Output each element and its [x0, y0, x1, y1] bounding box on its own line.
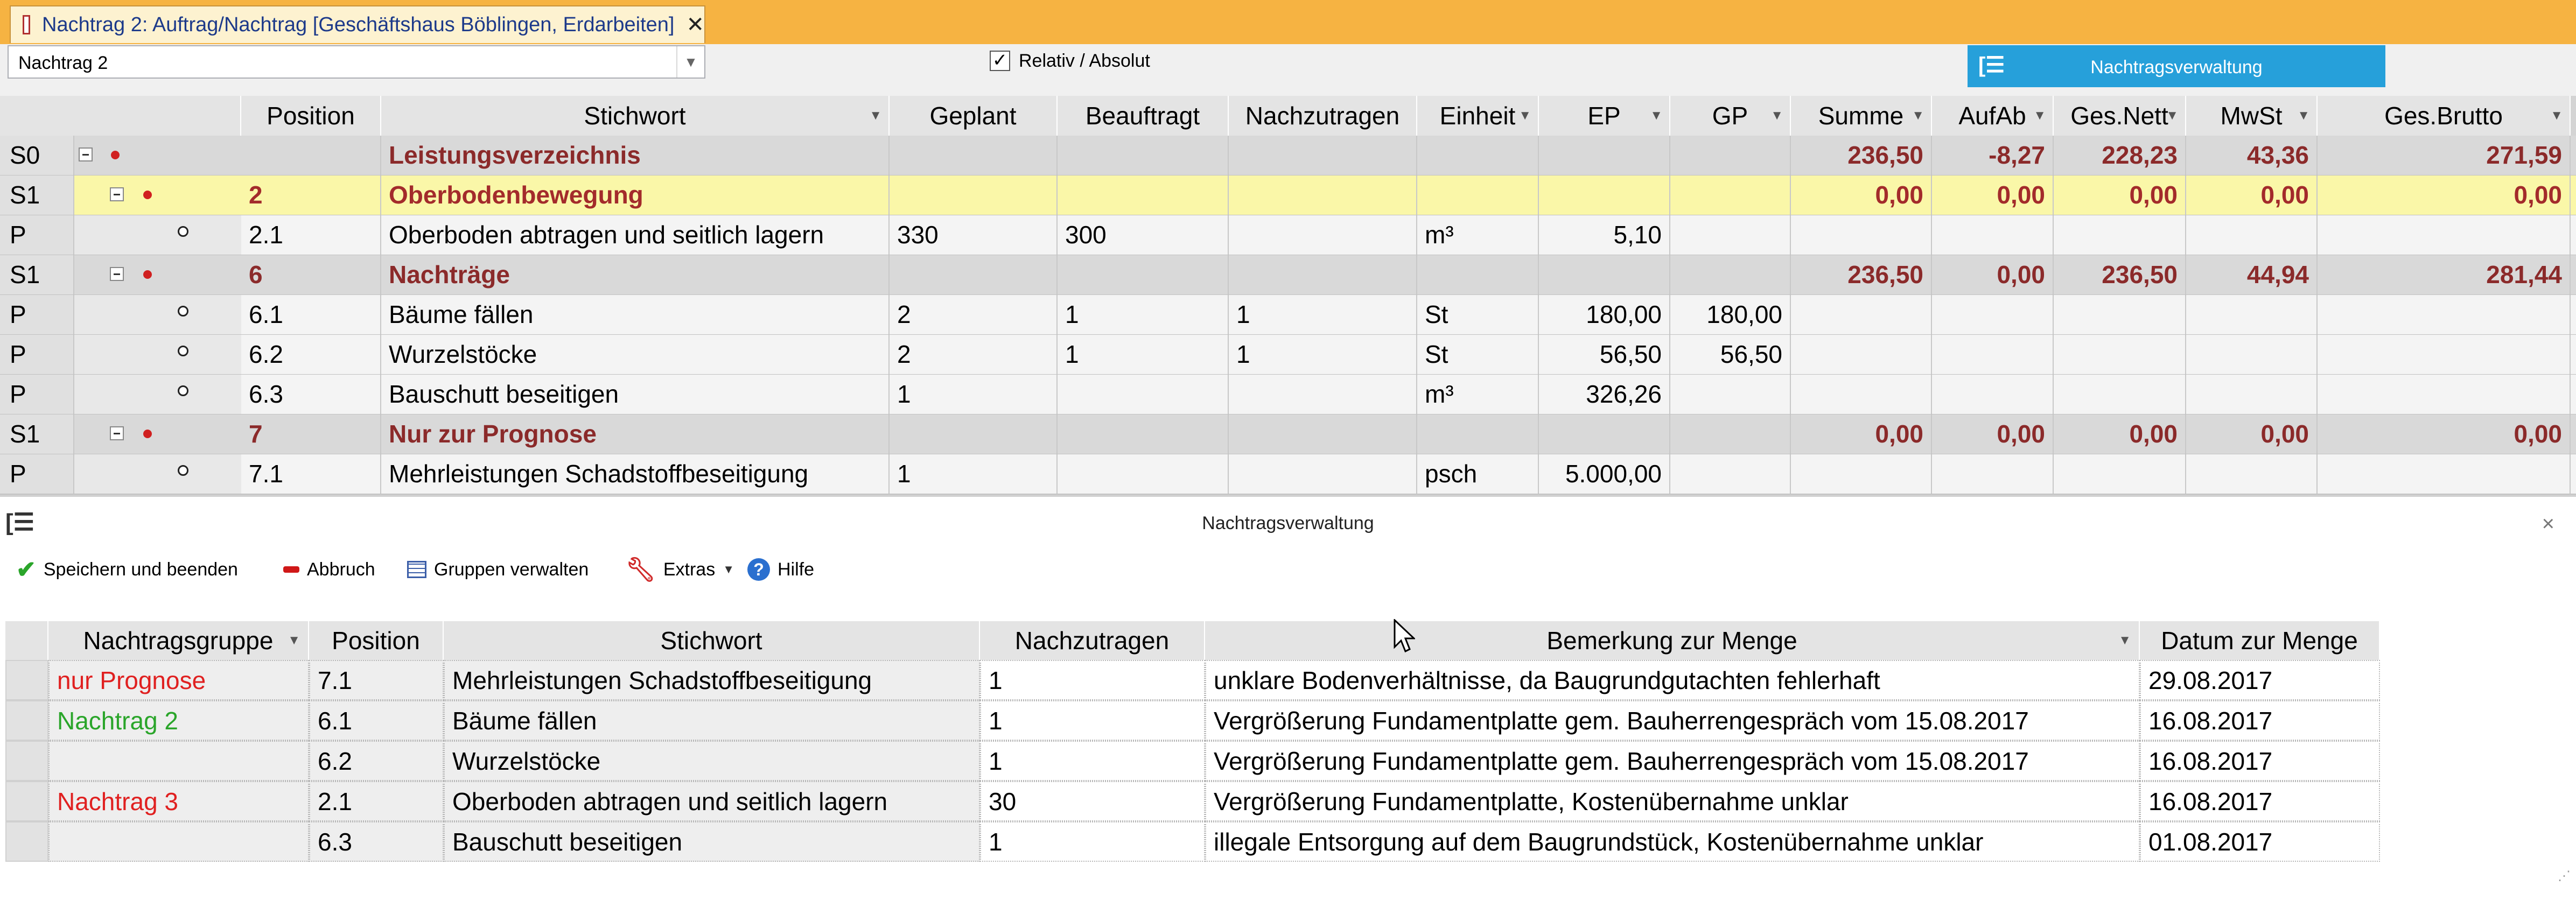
cell-beauftragt [1058, 175, 1229, 215]
cell-nachzutragen[interactable] [1229, 454, 1417, 494]
title-bar [0, 0, 2576, 44]
cell-aufab: 0,00 [1932, 255, 2054, 294]
cell-gp [1670, 375, 1791, 414]
nachtrag-row[interactable] [5, 700, 2380, 741]
column-header-mwst[interactable]: MwSt ▼ [2186, 96, 2318, 136]
item-circle-icon [178, 465, 188, 476]
column-header-geplant[interactable]: Geplant [890, 96, 1058, 136]
cell-einheit [1417, 136, 1539, 175]
cell-aufab [1932, 295, 2054, 334]
cell-aufab: 0,00 [1932, 414, 2054, 454]
row-level-indicator: S1 [0, 414, 74, 454]
cell-stichwort[interactable]: Wurzelstöcke [381, 335, 890, 374]
cell-position: 2 [241, 175, 381, 215]
column-header-ep[interactable]: EP ▼ [1539, 96, 1670, 136]
cell-stichwort[interactable]: Bäume fällen [381, 295, 890, 334]
cell-einheit: St [1417, 295, 1539, 334]
grid-row[interactable] [0, 175, 2576, 216]
cell-bemerkung[interactable]: Vergrößerung Fundamentplatte, Kostenübernahme unklar [1205, 781, 2140, 821]
cell-ep: 5.000,00 [1539, 454, 1670, 494]
tree-list-icon: [☰ [1978, 53, 2005, 77]
cell-summe: 236,50 [1791, 255, 1932, 294]
save-and-exit-button[interactable] [16, 556, 238, 583]
panel-title: Nachtragsverwaltung [1202, 513, 1374, 533]
row-indicator[interactable] [5, 781, 48, 821]
cell-geplant: 2 [890, 295, 1058, 334]
extras-menu-button[interactable] [626, 556, 734, 583]
row-level-indicator: S1 [0, 255, 74, 294]
row-indicator[interactable] [5, 741, 48, 781]
sort-arrow-icon[interactable]: ▼ [1650, 108, 1663, 123]
cell-mwst: 0,00 [2186, 175, 2318, 215]
cancel-label: Abbruch [307, 559, 375, 580]
sort-arrow-icon[interactable]: ▼ [869, 108, 882, 123]
nachtrag-row[interactable] [5, 781, 2380, 821]
cell-nachzutragen[interactable]: 1 [980, 700, 1205, 741]
cell-position: 7 [241, 414, 381, 454]
cell-einheit: psch [1417, 454, 1539, 494]
cell-ges-nett: 0,00 [2054, 414, 2186, 454]
row-indicator[interactable] [5, 700, 48, 741]
cell-aufab: 0,00 [1932, 175, 2054, 215]
cell-nachzutragen[interactable] [1229, 215, 1417, 255]
cell-position: 6.2 [241, 335, 381, 374]
grid-row[interactable] [0, 335, 2576, 375]
help-label: Hilfe [778, 559, 815, 580]
status-dot-icon [143, 191, 152, 199]
cell-ges-nett [2054, 335, 2186, 374]
sort-arrow-icon[interactable]: ▼ [2297, 108, 2310, 123]
cell-bemerkung[interactable]: Vergrößerung Fundamentplatte gem. Bauherrengespräch vom 15.08.2017 [1205, 700, 2140, 741]
column-header-position[interactable]: Position [309, 621, 444, 660]
grid-row[interactable] [0, 136, 2576, 176]
column-header-datum[interactable]: Datum zur Menge [2140, 621, 2380, 660]
nachtrag-row[interactable] [5, 821, 2380, 862]
row-level-indicator: S0 [0, 136, 74, 175]
cell-einheit [1417, 414, 1539, 454]
column-header-ges-nett[interactable]: Ges.Nett ▼ [2054, 96, 2186, 136]
sort-arrow-icon[interactable]: ▼ [288, 633, 300, 648]
cell-mwst: 44,94 [2186, 255, 2318, 294]
item-circle-icon [178, 226, 188, 237]
cell-position: 6.1 [309, 700, 444, 741]
cell-mwst [2186, 215, 2318, 255]
cell-ep: 5,10 [1539, 215, 1670, 255]
cell-stichwort[interactable]: Leistungsverzeichnis [381, 136, 890, 175]
nachtrag-row[interactable] [5, 660, 2380, 700]
grid-row[interactable] [0, 215, 2576, 256]
cell-gp [1670, 136, 1791, 175]
status-dot-icon [111, 151, 120, 159]
cell-ges-brutto [2318, 335, 2571, 374]
cell-nachzutragen[interactable] [1229, 175, 1417, 215]
cell-ep [1539, 136, 1670, 175]
cell-position: 7.1 [241, 454, 381, 494]
collapse-icon[interactable] [110, 187, 124, 201]
cell-ges-brutto [2318, 375, 2571, 414]
cell-aufab [1932, 375, 2054, 414]
cell-einheit: St [1417, 335, 1539, 374]
cell-ep [1539, 255, 1670, 294]
cell-aufab [1932, 454, 2054, 494]
cell-position: 6 [241, 255, 381, 294]
row-level-indicator: P [0, 335, 74, 374]
cell-gp [1670, 175, 1791, 215]
cell-beauftragt [1058, 375, 1229, 414]
help-icon: ? [747, 558, 770, 581]
cell-einheit [1417, 255, 1539, 294]
collapse-icon[interactable] [110, 267, 124, 281]
cell-geplant [890, 136, 1058, 175]
cell-beauftragt [1058, 255, 1229, 294]
cell-geplant: 1 [890, 375, 1058, 414]
cell-geplant [890, 175, 1058, 215]
help-button[interactable] [747, 556, 814, 583]
cell-ges-nett: 236,50 [2054, 255, 2186, 294]
column-header-stichwort[interactable]: Stichwort ▼ [381, 96, 890, 136]
cell-ges-brutto [2318, 454, 2571, 494]
column-header-nachzutragen[interactable]: Nachzutragen [1229, 96, 1417, 136]
collapse-icon[interactable] [79, 147, 93, 161]
row-indicator[interactable] [5, 660, 48, 700]
cell-stichwort[interactable]: Bauschutt beseitigen [381, 375, 890, 414]
cell-position: 6.2 [309, 741, 444, 781]
cell-summe [1791, 215, 1932, 255]
cell-ep: 180,00 [1539, 295, 1670, 334]
cell-beauftragt: 300 [1058, 215, 1229, 255]
cell-mwst [2186, 375, 2318, 414]
row-level-indicator: P [0, 375, 74, 414]
cell-geplant [890, 255, 1058, 294]
cell-gp [1670, 414, 1791, 454]
column-header-summe[interactable]: Summe ▼ [1791, 96, 1932, 136]
grid-row[interactable] [0, 255, 2576, 296]
grid-row[interactable] [0, 295, 2576, 335]
row-level-indicator: P [0, 295, 74, 334]
cell-gp [1670, 454, 1791, 494]
cell-datum[interactable]: 16.08.2017 [2140, 781, 2380, 821]
nachtrag-select-value: Nachtrag 2 [18, 53, 108, 73]
cell-summe [1791, 454, 1932, 494]
cancel-icon [283, 566, 299, 573]
cell-beauftragt [1058, 136, 1229, 175]
wrench-icon: 🔧︎ [626, 557, 656, 583]
cell-stichwort[interactable]: Mehrleistungen Schadstoffbeseitigung [381, 454, 890, 494]
cell-position: 2.1 [309, 781, 444, 821]
cell-stichwort[interactable]: Oberboden abtragen und seitlich lagern [381, 215, 890, 255]
sort-arrow-icon[interactable]: ▼ [2550, 108, 2563, 123]
document-icon [23, 15, 30, 34]
sort-arrow-icon[interactable]: ▼ [2033, 108, 2046, 123]
item-circle-icon [178, 306, 188, 317]
cell-mwst [2186, 295, 2318, 334]
relativ-absolut-checkbox[interactable]: ✓ [990, 51, 1010, 71]
column-header-ges-brutto[interactable]: Ges.Brutto ▼ [2318, 96, 2571, 136]
cell-ges-brutto: 0,00 [2318, 175, 2571, 215]
manage-groups-label: Gruppen verwalten [434, 559, 589, 580]
grid-row[interactable] [0, 375, 2576, 415]
table-icon [407, 561, 426, 578]
grid-header-corner [0, 96, 241, 136]
column-header-position[interactable]: Position [241, 96, 381, 136]
nachtragsverwaltung-button-label: Nachtragsverwaltung [2090, 57, 2263, 78]
cell-ges-nett [2054, 454, 2186, 494]
save-and-exit-label: Speichern und beenden [43, 559, 238, 580]
cell-position [241, 136, 381, 175]
check-icon: ✔ [16, 556, 36, 583]
column-header-einheit[interactable]: Einheit ▼ [1417, 96, 1539, 136]
cell-ges-nett [2054, 215, 2186, 255]
cell-nachzutragen[interactable]: 30 [980, 781, 1205, 821]
cell-nachtragsgruppe: Nachtrag 3 [48, 781, 309, 821]
relativ-absolut-label: Relativ / Absolut [1019, 51, 1150, 71]
cell-nachzutragen[interactable]: 1 [980, 660, 1205, 700]
row-level-indicator: P [0, 454, 74, 494]
grid-row[interactable] [0, 454, 2576, 495]
nachtrag-select[interactable] [8, 45, 705, 79]
cell-ep: 326,26 [1539, 375, 1670, 414]
chevron-down-icon[interactable]: ▼ [676, 46, 704, 78]
cell-bemerkung[interactable]: Vergrößerung Fundamentplatte gem. Bauherrengespräch vom 15.08.2017 [1205, 741, 2140, 781]
cell-beauftragt: 1 [1058, 295, 1229, 334]
cell-stichwort[interactable]: Oberbodenbewegung [381, 175, 890, 215]
cell-datum[interactable]: 16.08.2017 [2140, 741, 2380, 781]
cell-einheit [1417, 175, 1539, 215]
cell-nachtragsgruppe [48, 821, 309, 862]
cell-nachzutragen[interactable]: 1 [980, 741, 1205, 781]
cell-mwst [2186, 335, 2318, 374]
item-circle-icon [178, 346, 188, 356]
cell-beauftragt [1058, 454, 1229, 494]
sort-arrow-icon[interactable]: ▼ [2118, 633, 2131, 648]
cell-einheit: m³ [1417, 375, 1539, 414]
cell-nachzutragen[interactable]: 1 [980, 821, 1205, 862]
cell-geplant [890, 414, 1058, 454]
panel-close-icon[interactable]: × [2542, 512, 2554, 536]
cell-stichwort: Mehrleistungen Schadstoffbeseitigung [444, 660, 980, 700]
cell-ep: 56,50 [1539, 335, 1670, 374]
nachtragsverwaltung-button[interactable] [1968, 45, 2385, 87]
cell-ges-brutto: 271,59 [2318, 136, 2571, 175]
cell-nachtragsgruppe: nur Prognose [48, 660, 309, 700]
sort-arrow-icon[interactable]: ▼ [1912, 108, 1924, 123]
cell-ges-nett: 228,23 [2054, 136, 2186, 175]
collapse-icon[interactable] [110, 426, 124, 440]
cell-summe [1791, 295, 1932, 334]
cell-nachzutragen[interactable] [1229, 255, 1417, 294]
cell-nachzutragen[interactable] [1229, 414, 1417, 454]
cell-summe: 0,00 [1791, 414, 1932, 454]
manage-groups-button[interactable] [407, 556, 589, 583]
cell-gp [1670, 255, 1791, 294]
resize-grip-icon[interactable]: ⋰ [2558, 869, 2571, 883]
column-header-gp[interactable]: GP ▼ [1670, 96, 1791, 136]
cell-gp: 180,00 [1670, 295, 1791, 334]
cell-stichwort: Bäume fällen [444, 700, 980, 741]
cell-geplant: 2 [890, 335, 1058, 374]
nachtrag-row[interactable] [5, 741, 2380, 781]
document-tab[interactable] [10, 5, 705, 43]
column-header-nachzutragen[interactable]: Nachzutragen [980, 621, 1205, 660]
cell-summe [1791, 335, 1932, 374]
cell-bemerkung[interactable]: illegale Entsorgung auf dem Baugrundstück, Kostenübernahme unklar [1205, 821, 2140, 862]
column-header-bemerkung[interactable]: Bemerkung zur Menge ▼ [1205, 621, 2140, 660]
positions-grid [0, 96, 2576, 495]
tree-list-icon: [☰ [5, 509, 35, 536]
cell-gp [1670, 215, 1791, 255]
cell-mwst [2186, 454, 2318, 494]
cell-summe: 0,00 [1791, 175, 1932, 215]
cell-position: 2.1 [241, 215, 381, 255]
cell-nachzutragen[interactable] [1229, 136, 1417, 175]
cell-position: 6.3 [309, 821, 444, 862]
cell-position: 7.1 [309, 660, 444, 700]
cell-nachtragsgruppe: Nachtrag 2 [48, 700, 309, 741]
item-circle-icon [178, 385, 188, 396]
grid-header-indicator [5, 621, 48, 660]
cell-nachzutragen[interactable]: 1 [1229, 335, 1417, 374]
cell-ep [1539, 175, 1670, 215]
row-level-indicator: S1 [0, 175, 74, 215]
cell-einheit: m³ [1417, 215, 1539, 255]
status-dot-icon [143, 270, 152, 279]
cell-mwst: 0,00 [2186, 414, 2318, 454]
caret-down-icon: ▼ [723, 562, 734, 576]
cell-ep [1539, 414, 1670, 454]
cell-datum[interactable]: 01.08.2017 [2140, 821, 2380, 862]
cell-aufab [1932, 335, 2054, 374]
cell-stichwort: Wurzelstöcke [444, 741, 980, 781]
cell-summe [1791, 375, 1932, 414]
cell-ges-nett [2054, 295, 2186, 334]
row-indicator[interactable] [5, 821, 48, 862]
cell-aufab [1932, 215, 2054, 255]
row-level-indicator: P [0, 215, 74, 255]
cell-beauftragt [1058, 414, 1229, 454]
cell-datum[interactable]: 29.08.2017 [2140, 660, 2380, 700]
cell-mwst: 43,36 [2186, 136, 2318, 175]
close-tab-icon[interactable]: ✕ [686, 13, 704, 37]
cell-position: 6.1 [241, 295, 381, 334]
cell-datum[interactable]: 16.08.2017 [2140, 700, 2380, 741]
cell-stichwort[interactable]: Nachträge [381, 255, 890, 294]
cell-nachzutragen[interactable] [1229, 375, 1417, 414]
extras-label: Extras [663, 559, 716, 580]
cell-ges-brutto: 0,00 [2318, 414, 2571, 454]
status-dot-icon [143, 430, 152, 438]
column-header-aufab[interactable]: AufAb ▼ [1932, 96, 2054, 136]
cell-gp: 56,50 [1670, 335, 1791, 374]
column-header-beauftragt[interactable]: Beauftragt [1058, 96, 1229, 136]
cell-stichwort[interactable]: Nur zur Prognose [381, 414, 890, 454]
cell-nachzutragen[interactable]: 1 [1229, 295, 1417, 334]
cell-aufab: -8,27 [1932, 136, 2054, 175]
cell-nachtragsgruppe [48, 741, 309, 781]
vertical-scrollbar[interactable] [2557, 651, 2572, 888]
cell-position: 6.3 [241, 375, 381, 414]
cell-ges-brutto [2318, 295, 2571, 334]
cell-summe: 236,50 [1791, 136, 1932, 175]
sort-arrow-icon[interactable]: ▼ [2166, 108, 2179, 123]
cell-ges-brutto [2318, 215, 2571, 255]
cell-stichwort: Oberboden abtragen und seitlich lagern [444, 781, 980, 821]
cell-ges-brutto: 281,44 [2318, 255, 2571, 294]
cell-beauftragt: 1 [1058, 335, 1229, 374]
cell-geplant: 330 [890, 215, 1058, 255]
cell-ges-nett: 0,00 [2054, 175, 2186, 215]
cell-ges-nett [2054, 375, 2186, 414]
sort-arrow-icon[interactable]: ▼ [1518, 108, 1531, 123]
cell-geplant: 1 [890, 454, 1058, 494]
column-header-nachtragsgruppe[interactable]: Nachtragsgruppe ▼ [48, 621, 309, 660]
grid-row[interactable] [0, 414, 2576, 455]
cell-stichwort: Bauschutt beseitigen [444, 821, 980, 862]
cancel-button[interactable] [283, 556, 375, 583]
column-header-stichwort[interactable]: Stichwort [444, 621, 980, 660]
cell-bemerkung[interactable]: unklare Bodenverhältnisse, da Baugrundgutachten fehlerhaft [1205, 660, 2140, 700]
sort-arrow-icon[interactable]: ▼ [1770, 108, 1783, 123]
document-tab-title: Nachtrag 2: Auftrag/Nachtrag [Geschäftshaus Böblingen, Erdarbeiten] [42, 13, 675, 36]
